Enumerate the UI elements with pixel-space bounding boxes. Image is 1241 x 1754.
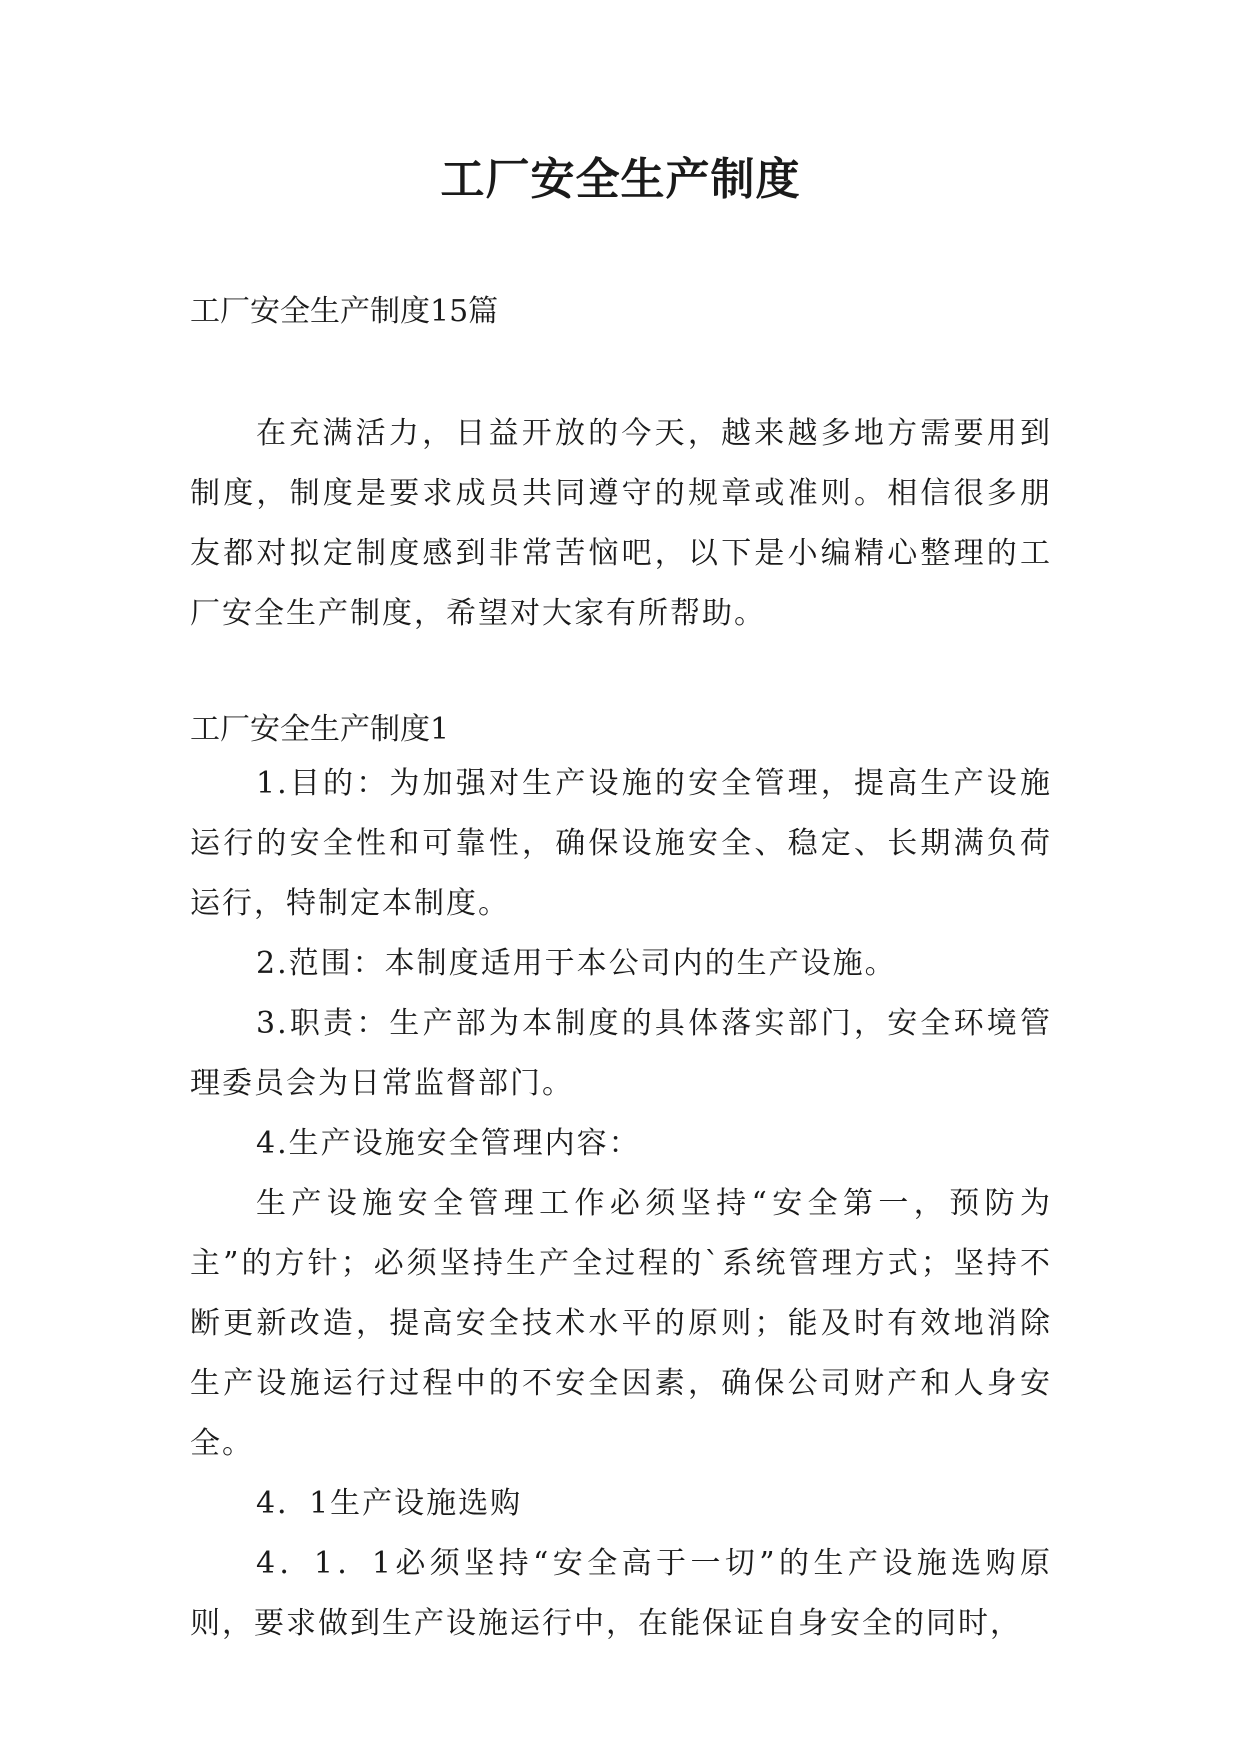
- section-content: [190, 754, 1052, 1654]
- paragraph-scope: 2.范围：本制度适用于本公司内的生产设施。: [256, 946, 897, 981]
- intro-paragraph: 在充满活力，日益开放的今天，越来越多地方需要用到制度，制度是要求成员共同遵守的规章或准则。相信很多朋友都对拟定制度感到非常苦恼吧，以下是小编精心整理的工厂安全生产制度，希望对大家有所帮助。: [190, 416, 1052, 631]
- paragraph-policy: 生产设施安全管理工作必须坚持“安全第一，预防为主”的方针；必须坚持生产全过程的`系统管理方式；坚持不断更新改造，提高安全技术水平的原则；能及时有效地消除生产设施运行过程中的不安全因素，确保公司财产和人身安全。: [190, 1186, 1052, 1461]
- paragraph-responsibility: 3.职责：生产部为本制度的具体落实部门，安全环境管理委员会为日常监督部门。: [190, 1006, 1052, 1101]
- paragraph-purpose: 1.目的：为加强对生产设施的安全管理，提高生产设施运行的安全性和可靠性，确保设施安全、稳定、长期满负荷运行，特制定本制度。: [190, 766, 1052, 921]
- document-subtitle: 工厂安全生产制度15篇: [190, 294, 499, 329]
- paragraph-management-content: 4.生产设施安全管理内容：: [256, 1126, 641, 1161]
- paragraph-procurement-heading: 4．1生产设施选购: [256, 1486, 523, 1521]
- paragraph-procurement-rule: 4．1．1必须坚持“安全高于一切”的生产设施选购原则，要求做到生产设施运行中，在能保证自身安全的同时，: [190, 1546, 1052, 1641]
- section-heading: 工厂安全生产制度1: [190, 712, 450, 747]
- page-title: 工厂安全生产制度: [440, 154, 801, 205]
